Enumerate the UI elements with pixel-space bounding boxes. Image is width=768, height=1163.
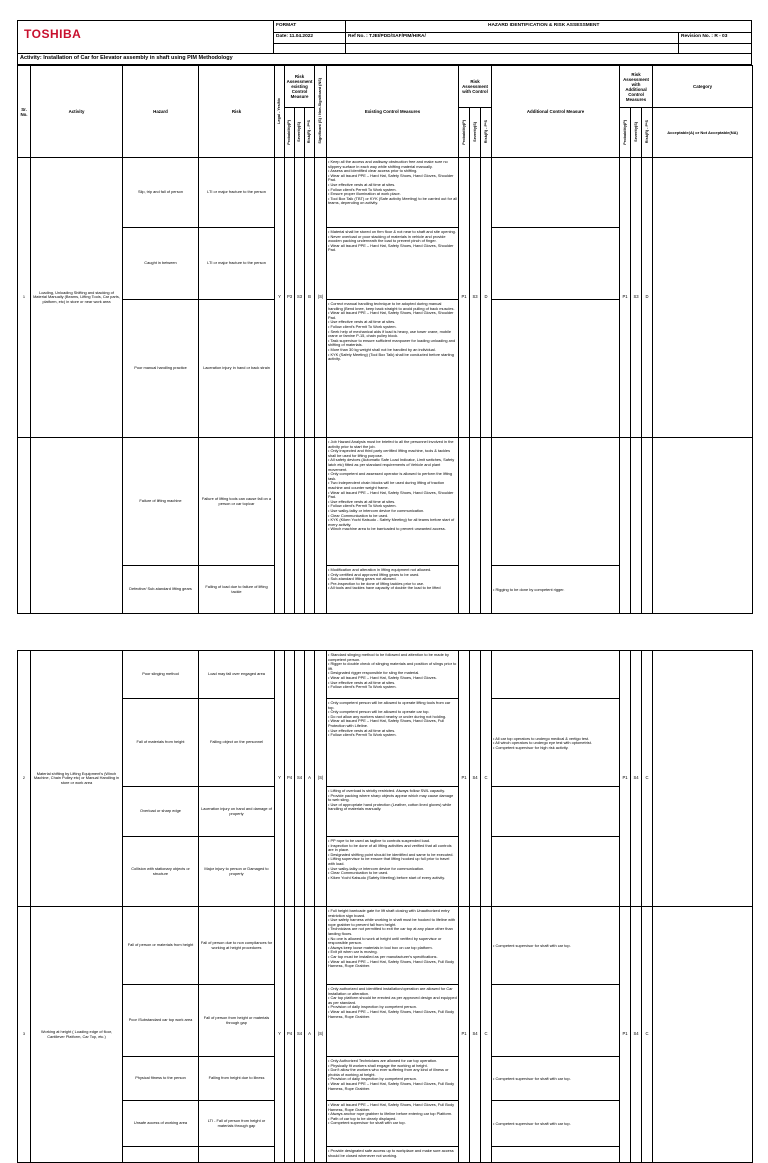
reference-number: Ref No. : TJEI/PDD/SAF/PIM/HIRA/ (348, 34, 426, 39)
rating-legal-cell: Y (275, 158, 285, 438)
control-rating-p2-cell: P1 (459, 651, 470, 907)
control-rating-p2-cell: P1 (459, 158, 470, 438)
additional-rating-s3-cell: S4 (631, 907, 642, 1163)
document-title: HAZARD IDENTIFICATION & RISK ASSESSMENT (488, 23, 600, 28)
risk-cell: LTI or major fracture to the person (199, 228, 275, 300)
control-rating-r2-cell: D (481, 158, 492, 438)
additional-controls-cell: • Rigging to be done by competent rigger. (492, 566, 620, 614)
additional-controls-cell (492, 787, 620, 837)
hazard-cell (123, 1147, 199, 1163)
col-risk: Risk (199, 66, 275, 158)
format-label: FORMAT (276, 23, 297, 28)
rating-sig-cell: (S) (315, 907, 327, 1163)
control-rating-p2-cell: P1 (459, 907, 470, 1163)
rating-s-cell: S4 (295, 651, 305, 907)
category-cell (653, 907, 753, 1163)
hira-sheet (17, 20, 752, 1163)
hazard-cell: Overload or sharp edge (123, 787, 199, 837)
sr-no-cell (18, 438, 31, 614)
existing-controls-cell: • Standard slinging method to be followed and attention to be made by competent person. • Rigger to double check of slinging materials and position of slings prior to lift. • Designated rigger responsible for sling the material. • Wear all issued PPE – Hard Hat, Safety Shoes, Hand Gloves. • Use effective vests at all time at sites. • Follow client's Permit To Work system. (327, 651, 459, 699)
rating-r-cell: B (305, 158, 315, 438)
rating-s-cell (295, 438, 305, 614)
table-row (18, 907, 753, 985)
additional-controls-cell (492, 1147, 620, 1163)
control-rating-s2-cell (470, 438, 481, 614)
existing-controls-cell: • Full height barricade gate for lift shaft closing with Unauthorized entry restriction sign board. • Use safety harness while working in shaft must be hooked to lifeline with rope grabber to prevent fall from height. • Technicians are not permitted to exit the car top at any place other than landing floors. • No one is allowed to work at height until verified by supervisor or responsible person. • Always keep loose materials in tool box on car top platform. • Exit pit when car is moving. • Car top must be installed as per manufacturer's specifications. • Wear all issued PPE – Hard Hat, Safety Shoes, Hand Gloves, Full Body Harness, Rope Grabber. (327, 907, 459, 985)
col-probability: Probability(P) (287, 119, 291, 145)
col-significant: Significant (S) / Non-Significant (NS) (318, 78, 323, 144)
additional-controls-cell (492, 985, 620, 1057)
existing-controls-cell: • Keep all the access and walkway obstruction free and make sure no slippery surface in each way while shifting material manually. • Assess and identified clear access prior to shifting. • Wear all issued PPE – Hard Hat, Safety Shoes, Hand Gloves, Shoulder Pad. • Use effective vests at all time at sites. • Follow client's Permit To Work system. • Ensure proper illumination at work place. • Tool Box Talk (TBT) or KYK (Safe activity Meeting) to be carried out for all teams, depending on activity. (327, 158, 459, 228)
hira-table-page2 (17, 650, 753, 1163)
col-category: Category (653, 66, 753, 108)
rating-sig-cell: (S) (315, 651, 327, 907)
toshiba-logo: TOSHIBA (24, 27, 82, 41)
col-risk-additional: Risk Assessment with Additional Control Measures (620, 66, 653, 108)
rating-r-cell: A (305, 651, 315, 907)
additional-controls-cell (492, 158, 620, 228)
rating-p-cell: P4 (285, 651, 295, 907)
activity-cell: Material shifting by Lifting Equipment's (Winch Machine, Chain Pulley etc) or Manual Handling in store or work area (31, 651, 123, 907)
sr-no-cell: 1 (18, 158, 31, 438)
existing-controls-cell: • Only competent person will be allowed to operate lifting tools from car top. • Only competent person will be allowed to operate car top. • Do not allow any workers stand nearby or under during not holding. • Wear all issued PPE – Hard Hat, Safety Shoes, Hand Gloves, Full Protection with Lifeline. • Use effective vests at all time at sites. • Follow client's Permit To Work system. (327, 699, 459, 787)
col-hazard: Hazard (123, 66, 199, 158)
col-existing-controls: Existing Control Measures (327, 66, 459, 158)
hira-table-page1 (17, 65, 753, 614)
existing-controls-cell: • Only Authorized Technicians are allowed for car top operation. • Physically fit workers shall engage the working at height. • Don't allow the workers who ever suffering from any kind of illness or phobia of working at height. • Provision of daily inspection by competent person. • Wear all issued PPE – Hard Hat, Safety Shoes, Hand Gloves, Full Body Harness, Rope Grabber. (327, 1057, 459, 1101)
date-label: Date: 11.04.2022 (276, 34, 314, 39)
additional-rating-r3-cell: D (642, 158, 653, 438)
risk-cell: Laceration injury on hand and damage of property (199, 787, 275, 837)
table-body-page1 (18, 158, 753, 614)
sr-no-cell: 2 (18, 651, 31, 907)
control-rating-r2-cell (481, 438, 492, 614)
hazard-cell: Poor slinging method (123, 651, 199, 699)
col-risk-control: Risk Assessment with Control (459, 66, 492, 108)
col-sr-no: Sr. No. (18, 66, 31, 158)
existing-controls-cell: • Provide designated safe access up to workplace and make sure access should be closed whenever not working. (327, 1147, 459, 1163)
hazard-cell: Unsafe access of working area (123, 1101, 199, 1147)
additional-controls-cell: • All car top operators to undergo medical & vertigo test. • All winch operators to undergo eye test with optometrist. • Competent supervisor for high risk activity. (492, 699, 620, 787)
existing-controls-cell: • PP rope to be used as tagline to controls suspended load. • Inspection to be done of all lifting activities and verified that all controls are in place. • Designated shifting point should be identified and same to be executed. • Lifting supervisor to be ensure that lifting hooked up full prior to travel with load. • Use walky-talky or intercom device for communication. • Clear Communication to be used. • Kiken Yochi Katsudo (Safety Meeting) before start of every activity. (327, 837, 459, 907)
table-body-page2 (18, 651, 753, 1163)
col-severity-2: Severity(S) (472, 122, 477, 142)
rating-r-cell: A (305, 907, 315, 1163)
control-rating-r2-cell: C (481, 651, 492, 907)
col-activity: Activity (31, 66, 123, 158)
activity-cell: Working at height ( Loading edge of floor, Cantilever Platform, Car Top, etc.) (31, 907, 123, 1163)
risk-cell: Fall of person due to non compliances for working at height procedures (199, 907, 275, 985)
existing-controls-cell: • Modification and alteration in lifting equipment not allowed. • Only certified and approved lifting gears to be used. • Sub-standard lifting gears not allowed. • Pre-inspection to be done of lifting tackles prior to use. • All tools and tackles have capacity of double the load to be lifted (327, 566, 459, 614)
existing-controls-cell: • Lifting of overload is strictly restricted. Always follow SWL capacity. • Provide packing where sharp objects appear which may cause damage to web sling. • Use of appropriate hand protection (Leather, cotton lined gloves) while handling of materials manually. (327, 787, 459, 837)
existing-controls-cell: • Wear all issued PPE – Hard Hat, Safety Shoes, Hand Gloves, Full Body Harness, Rope Grabber. • Always anchor rope grabber to lifeline before entering car top Platform. • Path of car top to be clearly displayed. • Competent supervisor for shaft with car top. (327, 1101, 459, 1147)
col-severity-3: Severity(S) (633, 122, 638, 142)
hazard-cell: Caught in between (123, 228, 199, 300)
hazard-cell: Poor /Substandard car top work area (123, 985, 199, 1057)
col-risk-existing: Risk Assessment existing Control Measure (285, 66, 315, 108)
rating-p-cell: P3 (285, 158, 295, 438)
col-rating-3: Risk(R) - P*S (644, 120, 649, 144)
additional-rating-p3-cell: P1 (620, 158, 631, 438)
additional-controls-cell: • Competent supervisor for shaft with car top. (492, 907, 620, 985)
table-row (18, 438, 753, 566)
col-rating-2: Risk(R) - P*S (483, 120, 488, 144)
risk-cell: LTI - Fall of person from height or materials through gap (199, 1101, 275, 1147)
hazard-cell: Failure of lifting machine (123, 438, 199, 566)
rating-r-cell (305, 438, 315, 614)
additional-rating-s3-cell: S4 (631, 651, 642, 907)
additional-rating-r3-cell (642, 438, 653, 614)
existing-controls-cell: • Job Hazard Analysis must be briefed to all the personnel involved in the activity prior to start the job. • Only inspected and third party certified lifting machine, tools & tackles shall be used for lifting purpose. • All safety devices (Automatic Safe Load Indicator, Limit switches, Safety latch etc) fitted as per standard requirements of Vehicle and plant movement. • Only competent and assessed operator is allowed to perform the lifting task. • Two independent chain blocks will be used during lifting of traction machine and counter weight frame. • Wear all issued PPE – Hard Hat, Safety Shoes, Hand Gloves, Shoulder Pad. • Use effective vests at all time at sites. • Follow client's Permit To Work system. • Use walky-talky or intercom device for communication. • Clear Communication to be used. • KYK (Kiken Yochi Katsudo - Safety Meeting) for all teams before start of every activity. • Winch machine area to be barricaded to prevent unwanted access. (327, 438, 459, 566)
hazard-cell: Poor manual handling practice (123, 300, 199, 438)
additional-rating-p3-cell: P1 (620, 651, 631, 907)
risk-cell: Laceration injury in hand or back strain (199, 300, 275, 438)
col-probability-3: Probability(P) (622, 119, 627, 145)
existing-controls-cell: • Material shall be stored on firm floor & not near to shaft and site opening. • Never overload or poor stacking of materials in vehicle and provide wooden packing underneath the load to prevent pinch of finger. • Wear all issued PPE – Hard Hat, Safety Shoes, Hand Gloves, Shoulder Pad. (327, 228, 459, 300)
control-rating-r2-cell: C (481, 907, 492, 1163)
control-rating-s2-cell: S4 (470, 907, 481, 1163)
col-rating: Risk(R) - P*S (307, 120, 311, 144)
category-cell (653, 158, 753, 438)
risk-cell: Falling of load due to failure of lifting tackle (199, 566, 275, 614)
revision-number: Revision No. : R - 03 (681, 34, 728, 39)
additional-controls-cell (492, 651, 620, 699)
document-header (17, 20, 752, 54)
col-severity: Severity(S) (297, 122, 301, 142)
col-probability-2: Probability(P) (461, 119, 466, 145)
additional-rating-p3-cell: P1 (620, 907, 631, 1163)
additional-controls-cell (492, 300, 620, 438)
control-rating-s2-cell: S3 (470, 158, 481, 438)
additional-rating-r3-cell: C (642, 907, 653, 1163)
hazard-cell: Physical fitness to the person (123, 1057, 199, 1101)
col-category-values: Acceptable(A) or Not Acceptable(NA) (653, 108, 753, 158)
additional-controls-cell: • Competent supervisor for shaft with car top. (492, 1101, 620, 1147)
additional-controls-cell (492, 228, 620, 300)
table-row (18, 651, 753, 699)
activity-title: Activity: Installation of Car for Elevator assembly in shaft using PIM Methodology (17, 54, 752, 65)
hazard-cell: Slip, trip and fall of person (123, 158, 199, 228)
risk-cell: Falling object on the personnel (199, 699, 275, 787)
rating-legal-cell: Y (275, 651, 285, 907)
sr-no-cell: 3 (18, 907, 31, 1163)
additional-rating-s3-cell (631, 438, 642, 614)
rating-legal-cell: Y (275, 907, 285, 1163)
hazard-cell: Fall of materials from height (123, 699, 199, 787)
col-legal: Legal - Yes/No (277, 98, 281, 124)
additional-controls-cell (492, 438, 620, 566)
rating-sig-cell: (S) (315, 158, 327, 438)
rating-legal-cell (275, 438, 285, 614)
table-row (18, 158, 753, 228)
risk-cell: Fall of person from height or materials through gap (199, 985, 275, 1057)
hazard-cell: Defective/ Sub-standard lifting gears (123, 566, 199, 614)
category-cell (653, 438, 753, 614)
existing-controls-cell: • Correct manual handling technique to be adopted during manual handling (Bend knee, keep back straight to avoid pulling of back muscles. • Wear all issued PPE – Hard Hat, Safety Shoes, Hand Gloves, Shoulder Pad. • Use effective vests at all time at sites. • Follow client's Permit To Work system. • Seek help of mechanical aids if load is heavy, use tower crane, mobile crane or famine P-15, chain pulley block. • Task supervisor to ensure sufficient manpower for loading unloading and shifting of materials. • More than 30 kg weight shall not be handled by an individual. • KYK (Safety Meeting) (Tool Box Talk) shall be conducted before starting activity. (327, 300, 459, 438)
hazard-cell: Collision with stationary objects or structure (123, 837, 199, 907)
risk-cell: Load may fall over engaged area (199, 651, 275, 699)
additional-rating-s3-cell: S3 (631, 158, 642, 438)
rating-p-cell: P4 (285, 907, 295, 1163)
risk-cell: Major injury to person or Damaged to property (199, 837, 275, 907)
control-rating-s2-cell: S4 (470, 651, 481, 907)
rating-sig-cell (315, 438, 327, 614)
risk-cell: Failure of lifting tools can cause fall on a person or car top/car (199, 438, 275, 566)
activity-cell (31, 438, 123, 614)
risk-cell: Falling from height due to illness (199, 1057, 275, 1101)
rating-p-cell (285, 438, 295, 614)
control-rating-p2-cell (459, 438, 470, 614)
rating-s-cell: S3 (295, 158, 305, 438)
risk-cell (199, 1147, 275, 1163)
category-cell (653, 651, 753, 907)
additional-controls-cell: • Competent supervisor for shaft with car top. (492, 1057, 620, 1101)
additional-rating-r3-cell: C (642, 651, 653, 907)
hazard-cell: Fall of person or materials from height (123, 907, 199, 985)
risk-cell: LTI or major fracture to the person (199, 158, 275, 228)
activity-cell: Loading, Unloading Shifting and stacking of Material Manually (Beams, Lifting Tools, Car parts, platform, etc) in store or near work area (31, 158, 123, 438)
col-additional-controls: Additional Control Measure (492, 66, 620, 158)
additional-controls-cell (492, 837, 620, 907)
additional-rating-p3-cell (620, 438, 631, 614)
existing-controls-cell: • Only authorized and identified installation/operation are allowed for Car installation or alteration. • Car top platform should be erected as per approved design and equipped as per standard. • Provision of daily inspection by competent person. • Wear all issued PPE – Hard Hat, Safety Shoes, Hand Gloves, Full Body Harness, Rope Grabber. (327, 985, 459, 1057)
rating-s-cell: S4 (295, 907, 305, 1163)
